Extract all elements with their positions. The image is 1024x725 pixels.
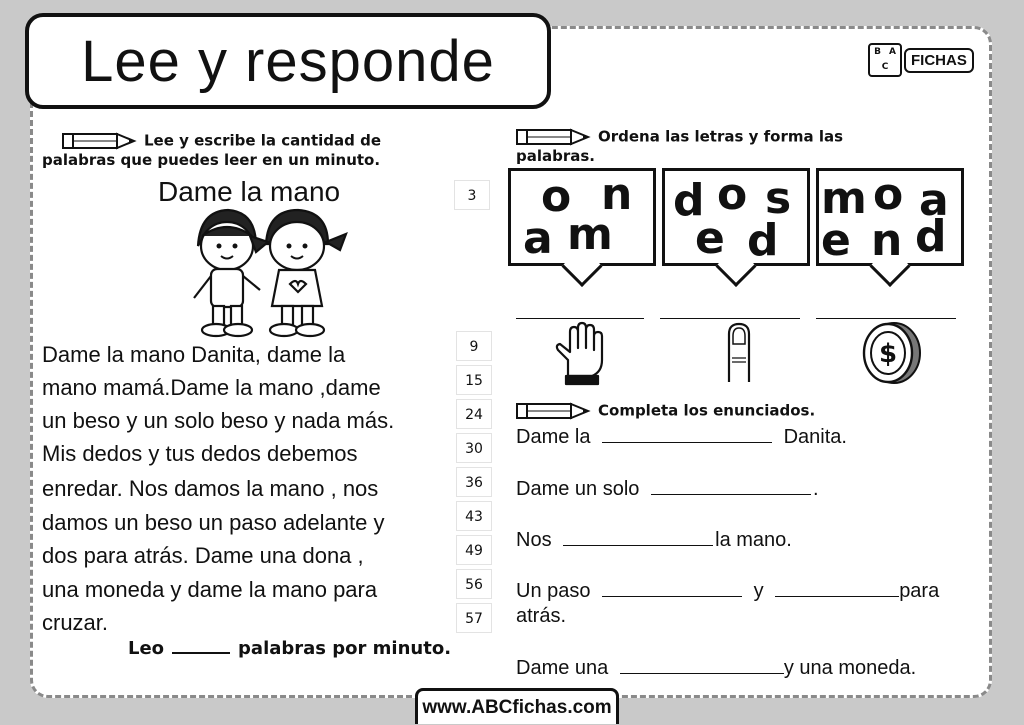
sentence-blank[interactable]: [563, 527, 713, 546]
scramble-answer-line[interactable]: [660, 318, 800, 319]
scramble-answer-line[interactable]: [516, 318, 644, 319]
svg-text:$: $: [878, 339, 898, 369]
instruction-line2: palabras que puedes leer en un minuto.: [42, 151, 381, 169]
sentence-blank[interactable]: [620, 655, 784, 674]
scramble-letter: a: [919, 175, 949, 226]
sentence-blank[interactable]: [651, 476, 811, 495]
sentence-blank[interactable]: [602, 578, 742, 597]
sentence-3: Nos la mano.: [516, 529, 792, 551]
word-count-box: 43: [456, 501, 492, 531]
scramble-instruction-line2: palabras.: [516, 147, 596, 165]
scramble-instruction: [516, 128, 843, 146]
story-line: mano mamá.Dame la mano ,dame: [42, 375, 381, 400]
scramble-letter: m: [567, 209, 613, 260]
scramble-letter: e: [695, 213, 725, 264]
scramble-instruction-line1: Ordena las letras y forma las: [598, 127, 844, 146]
story-title: Dame la mano: [158, 176, 341, 207]
pencil-icon: [62, 132, 140, 150]
finger-icon: [726, 322, 752, 384]
hand-icon: [548, 320, 614, 386]
scramble-letter: a: [523, 213, 553, 264]
story-line: una moneda y dame la mano para: [42, 577, 378, 602]
word-count-box: 24: [456, 399, 492, 429]
word-count-box: 36: [456, 467, 492, 497]
scramble-letter: d: [747, 215, 779, 266]
scramble-letter: n: [871, 215, 903, 266]
scramble-box: [662, 168, 810, 266]
word-count-box: 9: [456, 331, 492, 361]
sentence-blank[interactable]: [602, 424, 772, 443]
scramble-letter: o: [873, 169, 904, 220]
reading-instruction: [62, 132, 381, 150]
website-footer[interactable]: www.ABCfichas.com: [415, 688, 619, 724]
scramble-box: [508, 168, 656, 266]
story-line: cruzar.: [42, 610, 109, 635]
story-line: Mis dedos y tus dedos debemos: [42, 441, 358, 466]
word-count-box: 57: [456, 603, 492, 633]
instruction-line1: Lee y escribe la cantidad de: [144, 131, 382, 150]
coin-icon: [858, 320, 924, 386]
scramble-letter: m: [821, 173, 867, 224]
scramble-letter: d: [673, 175, 705, 226]
scramble-letter: o: [717, 169, 748, 220]
pencil-icon: [516, 402, 594, 420]
sentence-1: Dame la Danita.: [516, 426, 847, 448]
scramble-letter: d: [915, 211, 947, 262]
word-count-box: 49: [456, 535, 492, 565]
story-line: un beso y un solo beso y nada más.: [42, 408, 395, 433]
word-count-box: 56: [456, 569, 492, 599]
scramble-letter: o: [541, 171, 572, 222]
scramble-letter: n: [601, 169, 633, 220]
words-per-minute-blank[interactable]: [172, 652, 230, 654]
word-count-box: 3: [454, 180, 490, 210]
sentence-5: Dame una y una moneda.: [516, 657, 917, 679]
complete-instruction-text: Completa los enunciados.: [598, 401, 816, 420]
sentence-2: Dame un solo .: [516, 478, 819, 500]
sentence-4-wrap: atrás.: [516, 605, 567, 627]
complete-instruction: [516, 402, 815, 420]
sentence-blank[interactable]: [775, 578, 899, 597]
story-line: enredar. Nos damos la mano , nos: [42, 476, 379, 501]
logo-text: FICHAS: [904, 48, 974, 73]
scramble-letter: e: [821, 215, 851, 266]
scramble-letter: s: [765, 173, 792, 224]
word-count-box: 30: [456, 433, 492, 463]
words-per-minute-line: Leo palabras por minuto.: [128, 638, 452, 659]
word-count-box: 15: [456, 365, 492, 395]
scramble-box: [816, 168, 964, 266]
abc-cube-icon: B A C: [868, 43, 902, 77]
page-title: Lee y responde: [25, 13, 551, 109]
story-line: damos un beso un paso adelante y: [42, 510, 385, 535]
story-line: dos para atrás. Dame una dona ,: [42, 543, 364, 568]
sentence-4: Un paso y para: [516, 580, 940, 602]
brand-logo: [868, 42, 974, 78]
children-illustration: [180, 206, 355, 338]
scramble-answer-line[interactable]: [816, 318, 956, 319]
pencil-icon: [516, 128, 594, 146]
story-line: Dame la mano Danita, dame la: [42, 342, 346, 367]
